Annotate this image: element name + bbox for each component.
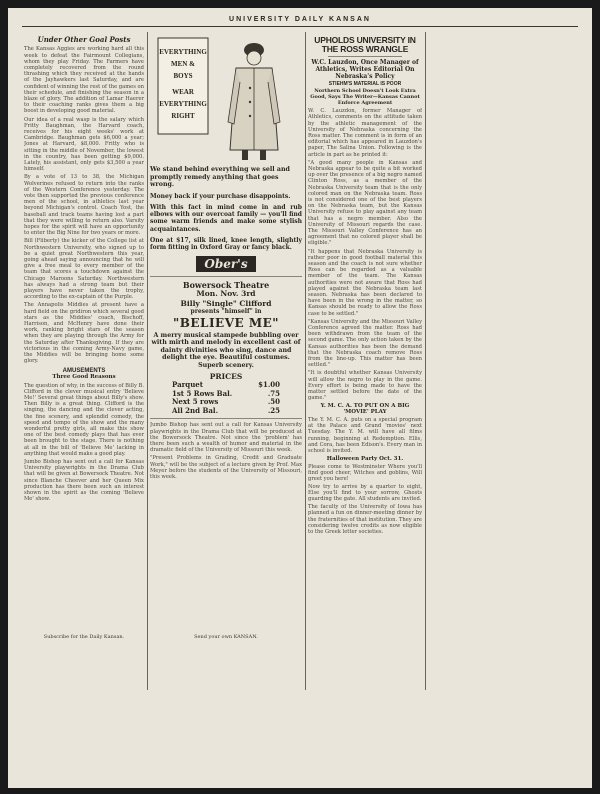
price-value: .50 <box>267 397 280 407</box>
article-text: By a vote of 13 to 38, the Michigan Wolverines refused to return into the ranks of the Western Conference yesterday. The vote then supported the previous conference men of the school, in athletics last year beyond Michigan's control. Coach Yost, the baseball and track teams having lost a part that they were willing to return also. Varsity hopes for the spirit will have an opportunity to enter the Big Nine for two years or more. <box>24 174 144 237</box>
headline-goal-posts: Under Other Goal Posts <box>37 35 131 44</box>
headline-halloween-party: Halloween Party Oct. 31. <box>326 456 404 463</box>
show-date: Mon. Nov. 3rd <box>196 288 256 298</box>
article-text: The question of why, in the success of Billy B. Clifford in the clever musical entry 'Believe Me!' Several great things about Billy's show. Then Billy is a great thing. Clifford is the singing, the dancing and the clever acting, the fine scenery, and splendid comedy, the speed and tempo of the show and the many wonderful pretty girls, all make this show one of the best comedy plays that has ever been brought to the stage. There is nothing at all in the bill of 'Believe Me' lacking in anything that would make a good play. <box>24 382 144 457</box>
obers-logo: Ober's <box>196 256 256 272</box>
column-sports <box>24 32 144 690</box>
headline-ymca: Y. M. C. A. TO PUT ON A BIG 'MOVIE' PLAY <box>320 403 410 416</box>
svg-text:BOYS: BOYS <box>173 72 193 80</box>
subheadline: W.C. Lauzdon, Once Manager of Athletics, Writes Editorial On Nebraska's Policy <box>311 58 419 80</box>
subscribe-note: Subscribe for the Daily Kansan. <box>43 634 125 640</box>
performer-name: Billy "Single" Clifford <box>180 298 272 308</box>
masthead <box>8 8 592 32</box>
ad-text: With this fact in mind come in and rub elbows with our overcoat family — you'll find some warm friends and make some stylish acquaintances. <box>150 203 302 233</box>
headline-ross-wrangle: UPHOLDS UNIVERSITY IN THE ROSS WRANGLE <box>314 35 416 54</box>
svg-text:WEAR: WEAR <box>172 88 194 96</box>
article-text: The Annapolis Middies at present have a hard field on the gridiron which several good stars as the Middies' coach, Bischoff, Harrison, and McHenry have done their work, ranking bright stars of the season when they are playing through the Army for the Saturday after Thanksgiving. If they are victorious in the coming Army-Navy game, the Middies will be bringing home some glory. <box>24 302 144 365</box>
newspaper-name: UNIVERSITY DAILY KANSAN <box>229 16 371 23</box>
column-divider <box>147 32 148 690</box>
article-text: "Kansas University and the Missouri Valley Conference agreed the matter. Ross had been withdrawn from the team of the second game. The only action taken by the Kansas authorities has been the demand that the Nebraska coach remove Ross from the line-up. This matter has been settled." <box>308 318 422 369</box>
article-text: Please come to Westminster Where you'll find good cheer, Witches and goblins, Will greet you here! <box>308 463 422 483</box>
newspaper-page <box>8 8 592 788</box>
article-text: W. C. Lauzdon, former Manager of Athletics, comments on the attitude taken by the athletic management of the University of Nebraska concerning the Ross matter. The comment is in form of an editorial which has appeared in Lauzdon's paper, The Salina Union. Following is the article in part as he printed it: <box>308 108 422 158</box>
article-text: "It is doubtful whether Kansas University will allow the negro to play in the game. Every effort is being made to have the matter settled before the date of the game." <box>308 370 422 402</box>
article-text: Our idea of a real wasp is the salary which Fritty Baughman, the Harvard coach, receives for his eight weeks' work at Cambridge. Baughman gets $6,000 a year; Jones at Harvard, $8,000. Fritty who is sitting in the middle of November, the lowest in the country, has been getting $9,000. Lately, his assistant, only gets $3,500 a year himself. <box>24 116 144 173</box>
price-label: 1st 5 Rows Bal. <box>172 388 233 398</box>
overcoat-man-illustration <box>150 32 302 164</box>
column-ads <box>150 32 302 690</box>
divider <box>150 276 302 277</box>
masthead-rule <box>22 26 578 27</box>
price-label: Next 5 rows <box>172 397 219 407</box>
price-value: $1.00 <box>258 380 280 390</box>
prices-heading: PRICES <box>209 371 243 381</box>
subhead-amusements: Three Good Reasons <box>52 373 116 380</box>
svg-text:RIGHT: RIGHT <box>171 112 195 120</box>
subheadline: Northern School Doesn't Look Extra Good, Says The Writer—Kansas Cannot Enforce Agreement <box>310 88 420 107</box>
article-text: "A good many people in Kansas and Nebraska appear to be quite a bit worked up over the presence of a big negro named Clinton Ross, as a member of the Nebraska University team that is the only colored man on the Nebraska team. Ross is not considered one of the best players on the Nebraska team, but the Kansas University refuse to play against any team that has a negro member. Also the University of Missouri regards the case. The Missouri Valley Conference has an agreement that no colored player shall be eligible." <box>308 159 422 247</box>
ad-text: Money back if your purchase disappoints. <box>150 192 291 200</box>
ad-text: One at $17, silk lined, knee length, slightly form fitting in Oxford Gray or fancy black. <box>150 236 302 252</box>
column-divider <box>305 32 306 690</box>
article-text: "Present Problems in Grading, Credit and Graduate Work," will be the subject of a lecture given by Prof. Max Meyer before the students of the University of Missouri, this week. <box>150 455 302 481</box>
article-text: Now try to arrive by a quarter to eight, Else you'll find to your sorrow, Ghosts guarding the gate. All students are invited. <box>308 483 422 502</box>
svg-text:EVERYTHING: EVERYTHING <box>159 100 207 108</box>
ad-caption: We stand behind everything we sell and promptly remedy anything that goes wrong. <box>150 166 290 188</box>
price-list <box>172 381 280 415</box>
send-kansan-note: Send your own KANSAN. <box>194 634 258 640</box>
svg-text:EVERYTHING: EVERYTHING <box>159 48 207 56</box>
price-value: .25 <box>267 405 280 415</box>
article-text: The faculty of the University of Iowa has planned a fun on dinner-meeting dinner by the fraternities of that institution. They are considering twelve credits as now eligible to the Greek letter societies. <box>308 504 422 535</box>
headline-amusements: AMUSEMENTS <box>62 367 106 374</box>
article-text: The Y. M. C. A. puts on a special program at the Palace and Grand 'movies' next Tuesday. The Y. M. will have all films running, beginning at Redemption. Ellis, and Cora, has been Edison's. Every man in school is invited. <box>308 416 422 454</box>
theatre-name: Bowersock Theatre <box>182 279 270 290</box>
column-divider <box>425 32 426 690</box>
divider <box>328 56 402 57</box>
article-text: Jumbo Bishop has sent out a call for Kansas University playwrights in the Drama Club that will be produced at the Bowersock Theatre. Not since the 'problem' has there been such a wealth of humor and material in the dramatic field of the University of Missouri this week. <box>150 422 302 454</box>
column-news <box>308 32 422 690</box>
show-description: A merry musical stampede bubbling over with mirth and melody in excellent cast of dainty divinities who sing, dance and delight the eye. Beautiful costumes. Superb scenery. <box>151 331 301 369</box>
price-label: Parquet <box>172 380 203 390</box>
subheadline: STIEHM'S MATERIAL IS POOR <box>328 80 402 87</box>
price-label: All 2nd Bal. <box>172 405 219 415</box>
price-row <box>172 407 280 416</box>
svg-text:MEN &: MEN & <box>171 60 195 68</box>
price-value: .75 <box>267 388 280 398</box>
article-text: The Kansas Aggies are working hard all this week to defeat the Fairmount Collegians, whom they play Friday. The Farmers have completely recovered from the round thrashing which they received at the hands of the Jayhawkers last Saturday, and are confident of winning the rest of the games on their schedule, and finishing the season in a blaze of glory. The addition of Lamar Haerer to their coaching ranks gives them a big boost in developing good material. <box>24 46 144 115</box>
show-title: "BELIEVE ME" <box>172 316 280 331</box>
article-text: Bill (Fliberty) the kicker of the College list at Northwestern University, who signed up to be a quiet great Northwestern this year, going ahead saying announcing that he will give a free meal to every member of the team that scores a touchdown against the Chicago Maroons Saturday. Northwestern has always had a strong team but their players have never taken the trophy, according to the ex-captain of the Purple. <box>24 238 144 301</box>
divider <box>150 418 302 419</box>
presents-line: presents "himself" in <box>190 307 262 315</box>
article-text: Jumbo Bishop has sent out a call for Kansas University playwrights in the Drama Club that will be given at Bowersock Theatre. Not since Blanche Cheever and her Queen Mix production has there been such an interest shown in the spirit as the coming 'Believe Me' show. <box>24 459 144 503</box>
article-text: "It happens that Nebraska University is rather poor in good football material this season and the coach is not sure whether Ross can be regarded as a valuable member of the team. The Kansas authorities were not aware that Ross had played against the Nebraska team last season. Nebraska has been declared to have been in the wrong in the matter, so Kansas should be ready to allow the Ross case to be settled." <box>308 248 422 317</box>
